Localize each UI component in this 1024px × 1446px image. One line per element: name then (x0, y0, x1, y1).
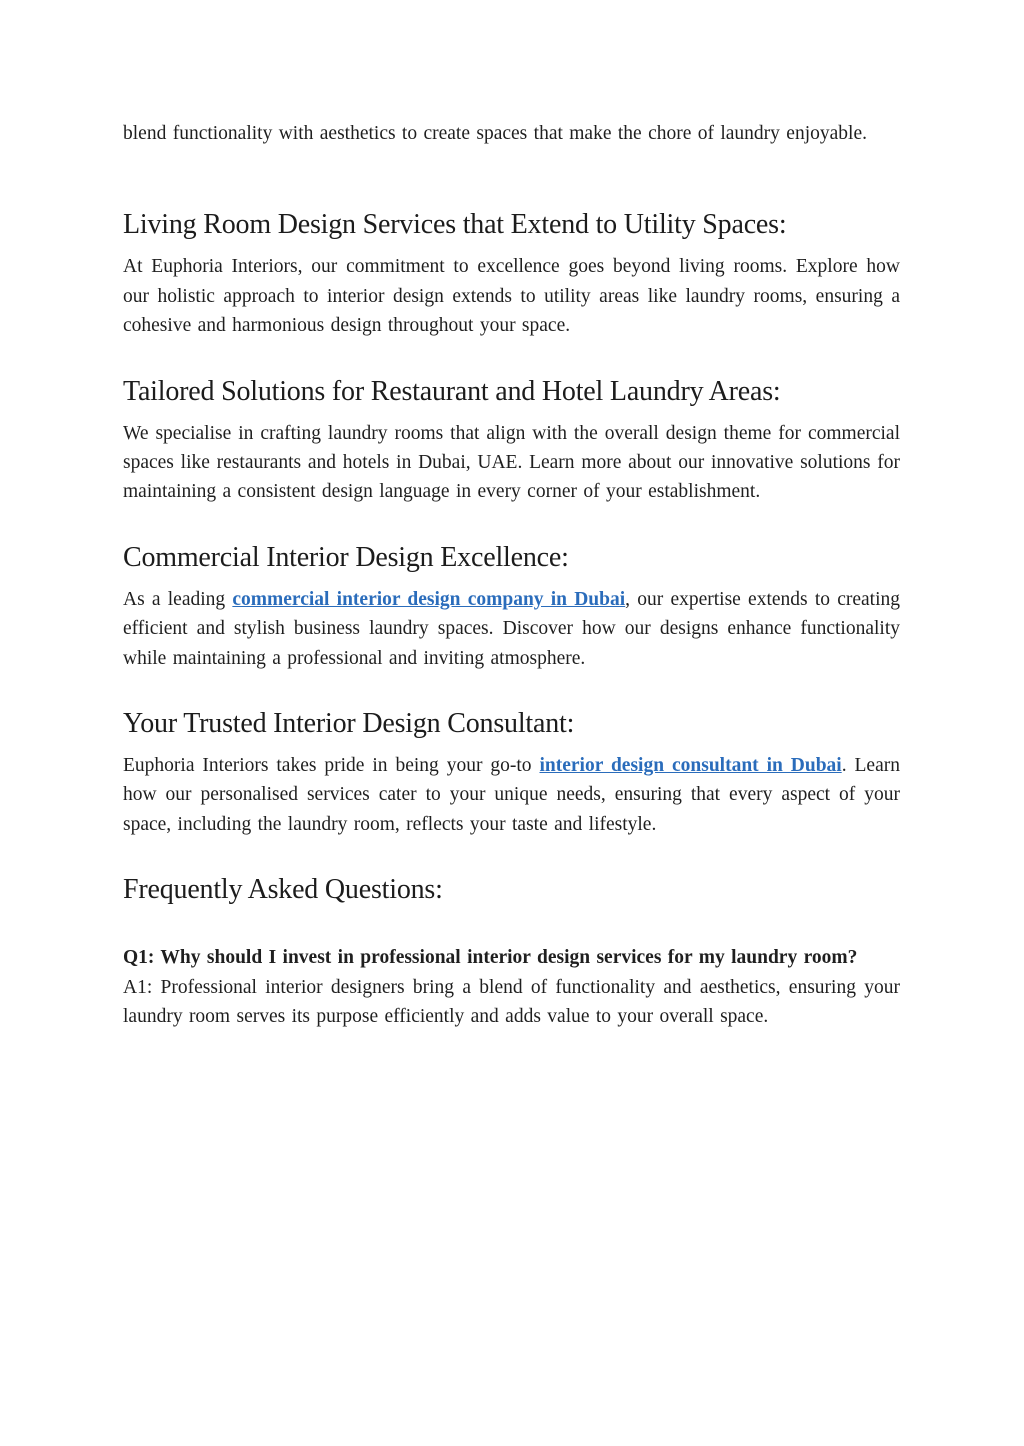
heading-commercial-interior-design-excellence: Commercial Interior Design Excellence: (123, 541, 569, 573)
text-run-before-link: Euphoria Interiors takes pride in being your go-to (123, 755, 540, 777)
heading-trusted-interior-design-consultant: Your Trusted Interior Design Consultant: (123, 708, 575, 740)
heading-living-room-design-services: Living Room Design Services that Extend to Utility Spaces: (123, 209, 787, 241)
link-commercial-interior-design-company-in-dubai[interactable]: commercial interior design company in Dubai (232, 588, 626, 610)
faq-item (123, 943, 900, 1031)
link-interior-design-consultant-in-dubai[interactable]: interior design consultant in Dubai (539, 755, 842, 777)
faq-answer: A1: Professional interior designers bring a blend of functionality and aesthetics, ensuring your laundry room serves its purpose efficiently and adds value to your overall space. (123, 976, 900, 1028)
text-run-after-link: , our expertise extends to creating efficient and stylish business laundry spaces. Discover how our designs enhance functionality while maintaining a professional and inviting atmosphere. (123, 588, 900, 669)
heading-frequently-asked-questions: Frequently Asked Questions: (123, 874, 443, 906)
intro-paragraph: blend functionality with aesthetics to create spaces that make the chore of laundry enjoyable. (123, 123, 867, 144)
paragraph-tailored-solutions: We specialise in crafting laundry rooms that align with the overall design theme for commercial spaces like restaurants and hotels in Dubai, UAE. Learn more about our innovative solutions for maintaining a consistent design language in every corner of your establishment. (123, 422, 900, 503)
heading-tailored-solutions: Tailored Solutions for Restaurant and Hotel Laundry Areas: (123, 375, 781, 407)
paragraph-living-room-design-services: At Euphoria Interiors, our commitment to excellence goes beyond living rooms. Explore how our holistic approach to interior design extends to utility areas like laundry rooms, ensuring a cohesive and harmonious design throughout your space. (123, 256, 900, 337)
text-run-after-link: . Learn how our personalised services cater to your unique needs, ensuring that every aspect of your space, including the laundry room, reflects your taste and lifestyle. (123, 755, 900, 835)
paragraph-trusted-interior-design-consultant (123, 751, 900, 839)
faq-question: Q1: Why should I invest in professional interior design services for my laundry room? (123, 947, 858, 969)
paragraph-commercial-interior-design-excellence (123, 585, 900, 673)
text-run-before-link: As a leading (123, 588, 233, 610)
